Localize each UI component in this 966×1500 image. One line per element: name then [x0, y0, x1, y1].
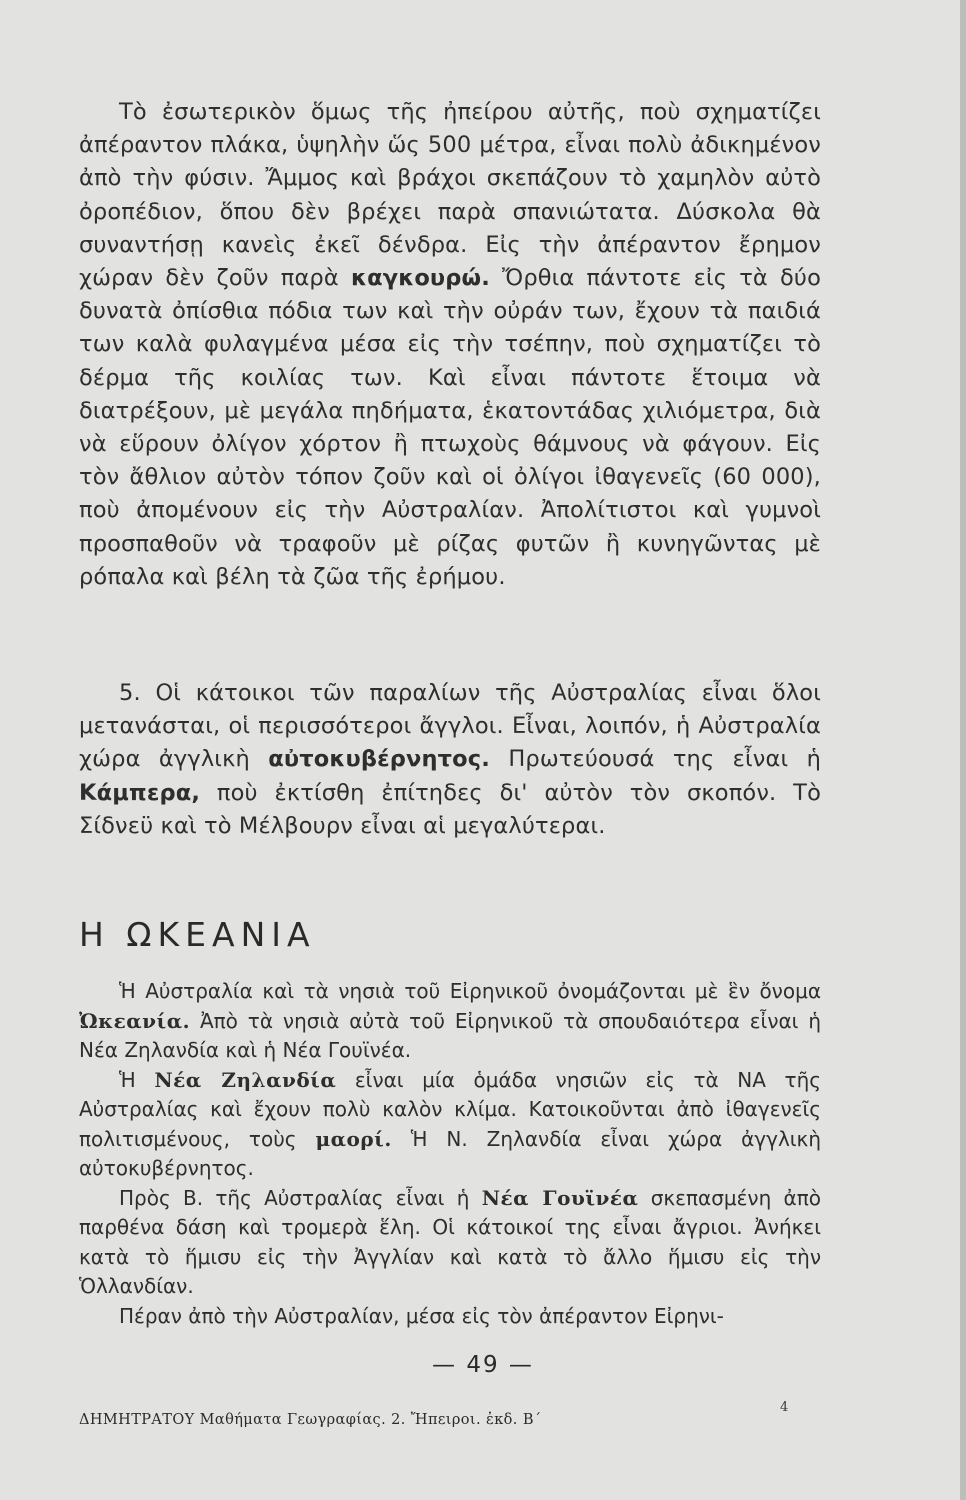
paragraph-text: εἶναι μία ὁμάδα νησιῶν εἰς τὰ ΝΑ τῆς Αὐστραλίας καὶ ἔχουν πολὺ καλὸν κλίμα. Κατοικοῦνται ἀπὸ ἰθαγενεῖς πολιτισμένους, τοὺς	[79, 1067, 822, 1151]
bold-term-oceania: Ὠκεανία.	[79, 1008, 191, 1033]
bold-term-new-guinea: Νέα Γουϊνέα	[481, 1185, 639, 1210]
paragraph-interior	[79, 96, 821, 594]
paragraph-text: Ἡ Ν. Ζηλανδία εἶναι χώρα ἀγγλικὴ αὐτοκυβέρνητος.	[79, 1126, 822, 1180]
paragraph-inhabitants	[79, 677, 821, 843]
paragraph-text-rest: Ὄρθια πάντοτε εἰς τὰ δύο δυνατὰ ὀπίσθια πόδια των καὶ τὴν οὐράν των, ἔχουν τὰ παιδιά των καλὰ φυλαγμένα μέσα εἰς τὴν τσέπην, ποὺ σχηματίζει τὸ δέρμα τῆς κοιλίας των. Καὶ εἶναι πάντοτε ἕτοιμα νὰ διατρέξουν, μὲ μεγάλα πηδήματα, ἑκατοντάδας χιλιόμετρα, διὰ νὰ εὕρουν ὀλίγον χόρτον ἢ πτωχοὺς θάμνους νὰ φάγουν. Εἰς τὸν ἄθλιον αὐτὸν τόπον ζοῦν καὶ οἱ ὀλίγοι ἰθαγενεῖς (60 000), ποὺ ἀπομένουν εἰς τὴν Αὐστραλίαν. Ἀπολίτιστοι καὶ γυμνοὶ προσπαθοῦν νὰ τραφοῦν μὲ ρίζας φυτῶν ἢ κυνηγῶντας μὲ ρόπαλα καὶ βέλη τὰ ζῶα τῆς ἐρήμου.	[79, 265, 821, 590]
section-heading-oceania: Η ΩΚΕΑΝΙΑ	[79, 915, 316, 954]
sheet-mark: 4	[780, 1400, 789, 1415]
bold-term-kangaroo: καγκουρώ.	[350, 265, 490, 292]
paragraph-text: Ἡ	[119, 1067, 155, 1092]
oceania-section	[79, 977, 821, 1331]
paragraph-text: Πρὸς Β. τῆς Αὐστραλίας εἶναι ἡ	[119, 1185, 482, 1210]
paragraph-text: σκεπασμένη ἀπὸ παρθένα δάση καὶ τρομερὰ ἕλη. Οἱ κάτοικοί της εἶναι ἄγριοι. Ἀνήκει κατὰ τὸ ἥμισυ εἰς τὴν Ἀγγλίαν καὶ κατὰ τὸ ἄλλο ἥμισυ εἰς τὴν Ὁλλανδίαν.	[79, 1185, 822, 1298]
paragraph-text: Πέραν ἀπὸ τὴν Αὐστραλίαν, μέσα εἰς τὸν ἀπέραντον Εἰρηνι-	[119, 1303, 724, 1328]
page-number: — 49 —	[432, 1352, 534, 1378]
bold-term-maori: μαορί.	[315, 1126, 392, 1151]
bold-term-self-governing: αὐτοκυβέρνητος.	[268, 746, 490, 773]
bold-term-new-zealand: Νέα Ζηλανδία	[154, 1067, 337, 1092]
paragraph-text: Πρωτεύουσά της εἶναι ἡ	[489, 746, 821, 773]
paragraph-text: ποὺ ἐκτίσθη ἐπίτηδες δι' αὐτὸν τὸν σκοπόν. Τὸ Σίδνεϋ καὶ τὸ Μέλβουρν εἶναι αἱ μεγαλύτεραι.	[79, 779, 821, 839]
paragraph-text: 5. Οἱ κάτοικοι τῶν παραλίων τῆς Αὐστραλίας εἶναι ὅλοι μετανάσται, οἱ περισσότεροι ἄγγλοι. Εἶναι, λοιπόν, ἡ Αὐστραλία χώρα ἀγγλικὴ	[79, 680, 821, 773]
paragraph-text: Ἡ Αὐστραλία καὶ τὰ νησιὰ τοῦ Εἰρηνικοῦ ὀνομάζονται μὲ ἓν ὄνομα	[119, 979, 821, 1003]
page-edge	[960, 0, 966, 1500]
footer-citation: ΔΗΜΗΤΡΑΤΟΥ Μαθήματα Γεωγραφίας. 2. Ἤπειροι. ἐκδ. Β΄	[79, 1412, 542, 1428]
paragraph-text: Ἀπὸ τὰ νησιὰ αὐτὰ τοῦ Εἰρηνικοῦ τὰ σπουδαιότερα εἶναι ἡ Νέα Ζηλανδία καὶ ἡ Νέα Γουϊνέα.	[79, 1008, 821, 1062]
bold-term-canberra: Κάμπερα,	[79, 779, 201, 806]
paragraph-text: Τὸ ἐσωτερικὸν ὅμως τῆς ἠπείρου αὐτῆς, ποὺ σχηματίζει ἀπέραντον πλάκα, ὑψηλὴν ὥς 500 μέτρα, εἶναι πολὺ ἀδικημένον ἀπὸ τὴν φύσιν. Ἄμμος καὶ βράχοι σκεπάζουν τὸ χαμηλὸν αὐτὸ ὀροπέδιον, ὅπου δὲν βρέχει παρὰ σπανιώτατα. Δύσκολα θὰ συναντήσῃ κανεὶς ἐκεῖ δένδρα. Εἰς τὴν ἀπέραντον ἔρημον χώραν δὲν ζοῦν παρὰ	[79, 99, 821, 292]
